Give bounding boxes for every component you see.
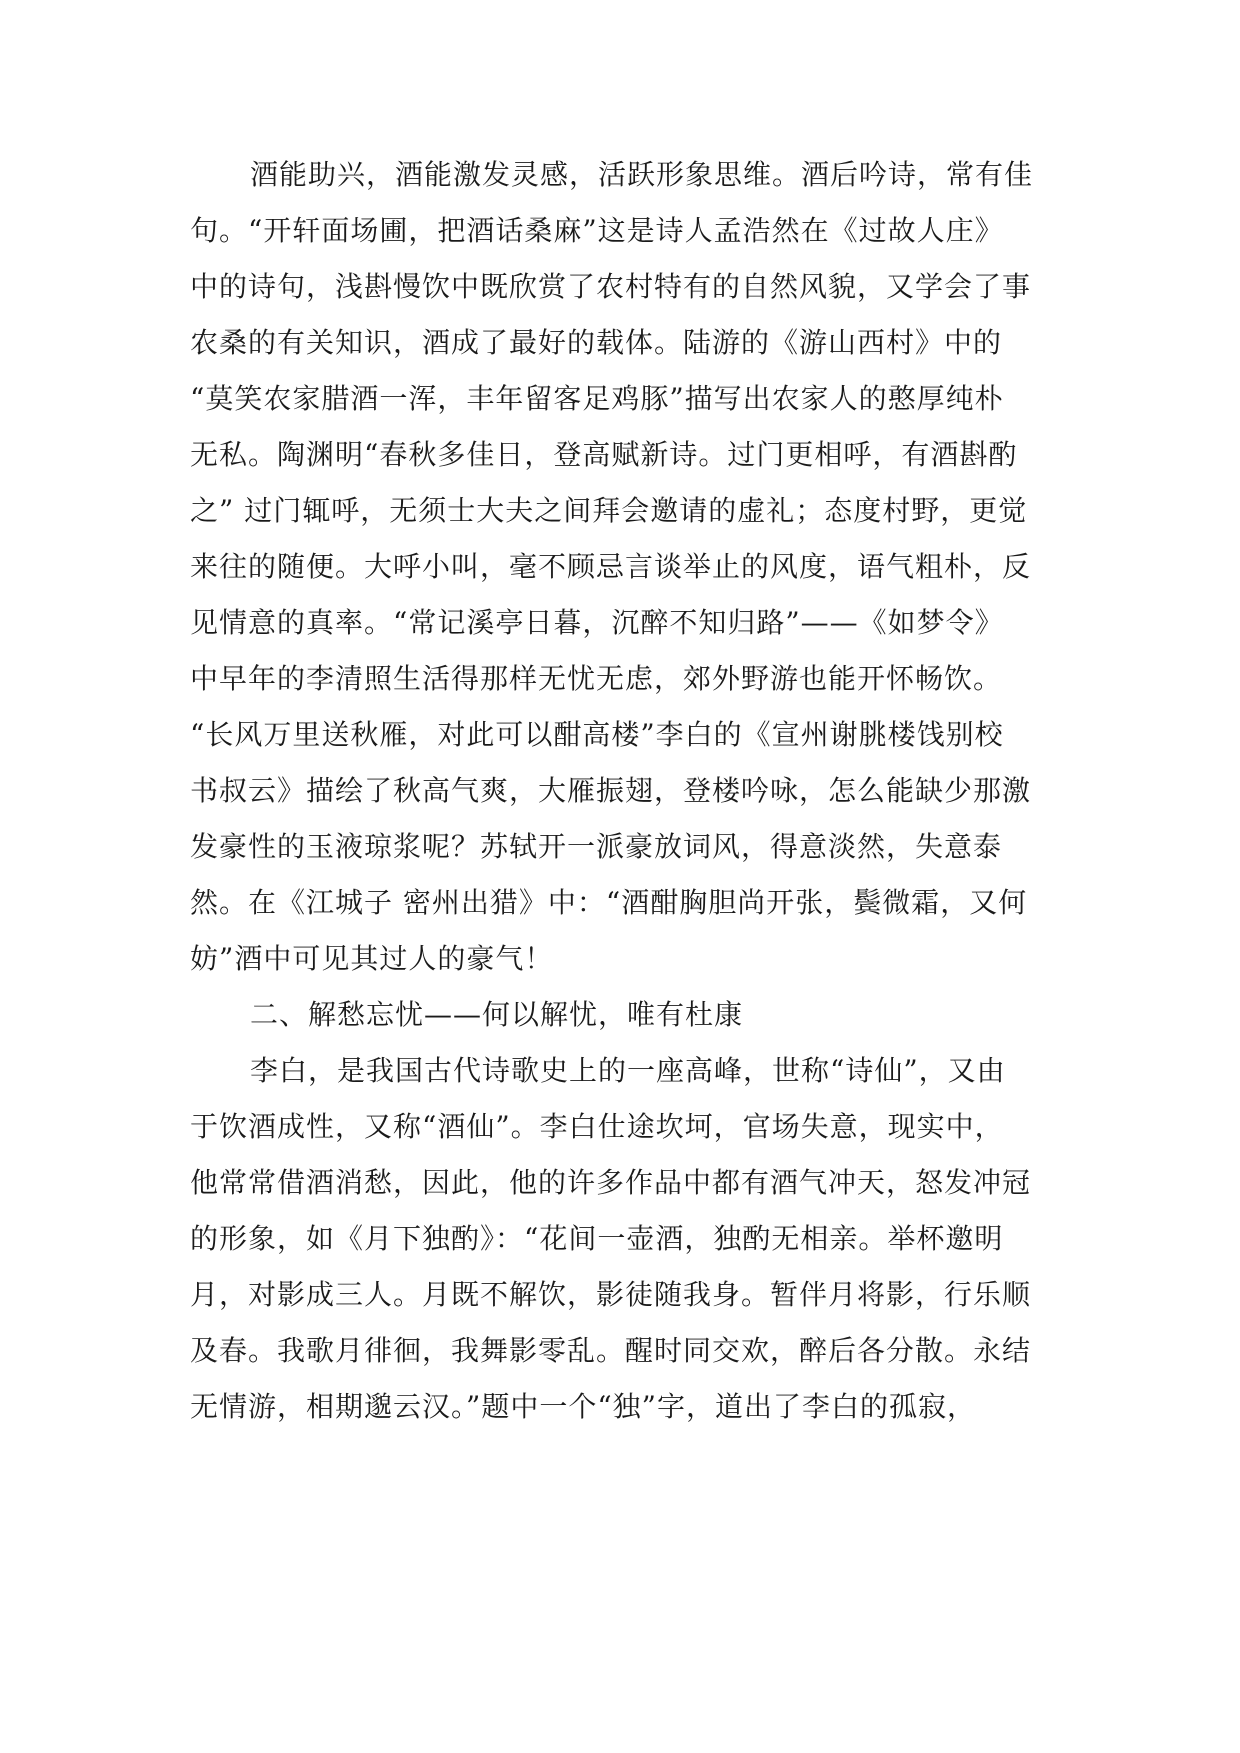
text-line: 书叔云》描绘了秋高气爽，大雁振翅，登楼吟咏，怎么能缺少那激 — [190, 774, 1032, 807]
text-line: 然。在《江城子 密州出猎》中：“酒酣胸胆尚开张，鬓微霜，又何 — [190, 886, 1028, 919]
text-line: 中的诗句，浅斟慢饮中既欣赏了农村特有的自然风貌，又学会了事 — [190, 270, 1032, 303]
text-line: 无私。陶渊明“春秋多佳日，登高赋新诗。过门更相呼，有酒斟酌 — [190, 438, 1018, 471]
text-line: 及春。我歌月徘徊，我舞影零乱。醒时同交欢，醉后各分散。永结 — [190, 1334, 1032, 1367]
text-line: 酒能助兴，酒能激发灵感，活跃形象思维。酒后吟诗，常有佳 — [250, 158, 1034, 191]
text-line: 农桑的有关知识，酒成了最好的载体。陆游的《游山西村》中的 — [190, 326, 1003, 359]
text-line: 句。“开轩面场圃，把酒话桑麻”这是诗人孟浩然在《过故人庄》 — [190, 214, 1004, 247]
text-line: 发豪性的玉液琼浆呢？苏轼开一派豪放词风，得意淡然，失意泰 — [190, 830, 1003, 863]
text-line: 妨”酒中可见其过人的豪气！ — [190, 942, 554, 975]
text-line: 于饮酒成性，又称“酒仙”。李白仕途坎坷，官场失意，现实中， — [190, 1110, 1004, 1143]
text-line: “莫笑农家腊酒一浑，丰年留客足鸡豚”描写出农家人的憨厚纯朴 — [190, 382, 1004, 415]
text-line: 见情意的真率。“常记溪亭日暮，沉醉不知归路”——《如梦令》 — [190, 606, 1004, 639]
text-line: 的形象，如《月下独酌》：“花间一壶酒，独酌无相亲。举杯邀明 — [190, 1222, 1004, 1255]
text-line: 来往的随便。大呼小叫，毫不顾忌言谈举止的风度，语气粗朴，反 — [190, 550, 1032, 583]
section-heading: 二、解愁忘忧——何以解忧，唯有杜康 — [250, 998, 744, 1031]
text-line: 李白，是我国古代诗歌史上的一座高峰，世称“诗仙”，又由 — [250, 1054, 1006, 1087]
text-line: 之” 过门辄呼，无须士大夫之间拜会邀请的虚礼；态度村野，更觉 — [190, 494, 1028, 527]
text-line: 中早年的李清照生活得那样无忧无虑，郊外野游也能开怀畅饮。 — [190, 662, 1003, 695]
text-line: 月，对影成三人。月既不解饮，影徒随我身。暂伴月将影，行乐顺 — [190, 1278, 1032, 1311]
text-line: 他常常借酒消愁，因此，他的许多作品中都有酒气冲天，怒发冲冠 — [190, 1166, 1032, 1199]
text-line: 无情游，相期邈云汉。”题中一个“独”字，道出了李白的孤寂， — [190, 1390, 976, 1423]
text-line: “长风万里送秋雁，对此可以酣高楼”李白的《宣州谢朓楼饯别校 — [190, 718, 1004, 751]
